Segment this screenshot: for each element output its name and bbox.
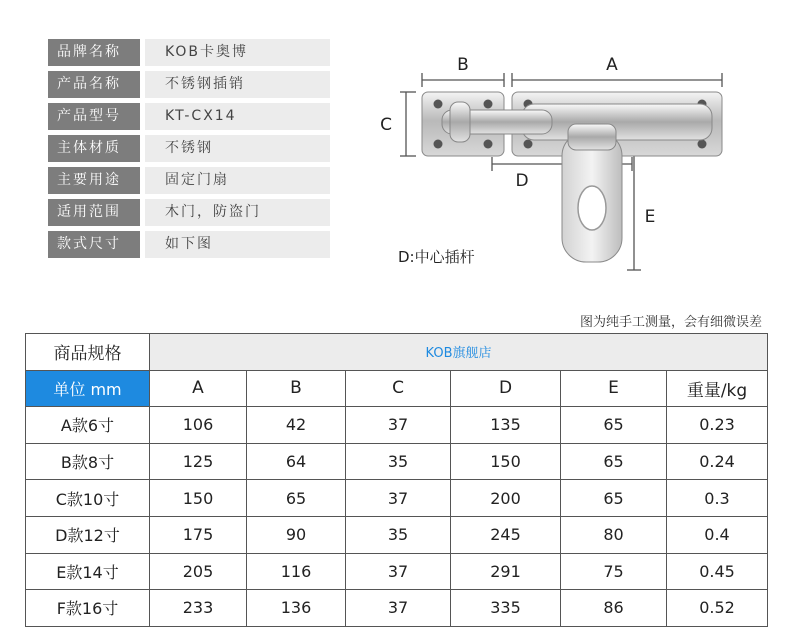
- spec-row-scope: [48, 199, 330, 226]
- table-cell: 106: [150, 407, 247, 444]
- dim-label-b: B: [457, 55, 469, 75]
- spec-label: 适用范围: [48, 199, 140, 226]
- table-cell: 80: [561, 516, 667, 553]
- column-header: 重量/kg: [667, 370, 768, 407]
- table-cell: 0.24: [667, 443, 768, 480]
- column-header: D: [451, 370, 561, 407]
- dim-label-e: E: [644, 207, 656, 227]
- row-name-cell: E款14寸: [26, 553, 150, 590]
- barrel-bolt-drawing: [372, 40, 772, 280]
- table-cell: 75: [561, 553, 667, 590]
- table-cell: 0.3: [667, 480, 768, 517]
- table-cell: 42: [247, 407, 346, 444]
- spec-label: 款式尺寸: [48, 231, 140, 258]
- row-name-cell: F款16寸: [26, 590, 150, 627]
- column-header: A: [150, 370, 247, 407]
- spec-row-usage: [48, 167, 330, 194]
- table-cell: 245: [451, 516, 561, 553]
- spec-list: [48, 39, 330, 263]
- table-cell: 86: [561, 590, 667, 627]
- spec-row-size: [48, 231, 330, 258]
- table-cell: 65: [247, 480, 346, 517]
- spec-row-product: [48, 71, 330, 98]
- table-row: [26, 553, 768, 590]
- dim-label-c: C: [380, 115, 392, 135]
- table-cell: 335: [451, 590, 561, 627]
- table-row: [26, 407, 768, 444]
- spec-value: 如下图: [145, 231, 330, 258]
- table-cell: 150: [150, 480, 247, 517]
- table-cell: 0.23: [667, 407, 768, 444]
- row-name-cell: A款6寸: [26, 407, 150, 444]
- keeper-loop: [450, 102, 470, 142]
- table-row: [26, 480, 768, 517]
- table-column-row: [26, 370, 768, 407]
- table-cell: 136: [247, 590, 346, 627]
- spec-row-brand: [48, 39, 330, 66]
- table-cell: 0.45: [667, 553, 768, 590]
- table-cell: 116: [247, 553, 346, 590]
- table-cell: 65: [561, 480, 667, 517]
- table-row: [26, 516, 768, 553]
- column-header: B: [247, 370, 346, 407]
- size-table: [25, 333, 768, 627]
- column-header: C: [346, 370, 451, 407]
- table-cell: 64: [247, 443, 346, 480]
- spec-row-model: [48, 103, 330, 130]
- table-cell: 35: [346, 516, 451, 553]
- spec-label: 产品型号: [48, 103, 140, 130]
- spec-value: KOB卡奥博: [145, 39, 330, 66]
- table-cell: 125: [150, 443, 247, 480]
- table-cell: 0.52: [667, 590, 768, 627]
- spec-label: 品牌名称: [48, 39, 140, 66]
- table-cell: 200: [451, 480, 561, 517]
- spec-value: 不锈钢插销: [145, 71, 330, 98]
- measurement-remark: 图为纯手工测量，会有细微误差: [579, 315, 762, 330]
- table-cell: 0.4: [667, 516, 768, 553]
- row-name-cell: C款10寸: [26, 480, 150, 517]
- table-cell: 37: [346, 590, 451, 627]
- spec-label: 主体材质: [48, 135, 140, 162]
- table-cell: 37: [346, 480, 451, 517]
- table-cell: 65: [561, 407, 667, 444]
- table-cell: 37: [346, 407, 451, 444]
- row-name-cell: B款8寸: [26, 443, 150, 480]
- table-cell: 205: [150, 553, 247, 590]
- spec-value: 不锈钢: [145, 135, 330, 162]
- spec-header-cell: 商品规格: [26, 334, 150, 371]
- spec-value: KT-CX14: [145, 103, 330, 130]
- spec-value: 木门，防盗门: [145, 199, 330, 226]
- table-cell: 90: [247, 516, 346, 553]
- spec-label: 主要用途: [48, 167, 140, 194]
- product-diagram: [372, 40, 772, 280]
- table-cell: 175: [150, 516, 247, 553]
- table-cell: 291: [451, 553, 561, 590]
- row-name-cell: D款12寸: [26, 516, 150, 553]
- column-header: E: [561, 370, 667, 407]
- table-cell: 37: [346, 553, 451, 590]
- table-cell: 35: [346, 443, 451, 480]
- spec-label: 产品名称: [48, 71, 140, 98]
- table-row: [26, 443, 768, 480]
- diagram-note: D:中心插杆: [398, 248, 475, 266]
- spec-value: 固定门扇: [145, 167, 330, 194]
- table-row: [26, 590, 768, 627]
- bolt-handle: [562, 124, 622, 262]
- dim-label-d: D: [515, 171, 529, 191]
- table-header-row: [26, 334, 768, 371]
- shop-name-cell: KOB旗舰店: [150, 334, 768, 371]
- table-cell: 135: [451, 407, 561, 444]
- table-cell: 233: [150, 590, 247, 627]
- spec-row-material: [48, 135, 330, 162]
- table-cell: 65: [561, 443, 667, 480]
- table-cell: 150: [451, 443, 561, 480]
- unit-cell: 单位 mm: [26, 370, 150, 407]
- dim-label-a: A: [606, 55, 618, 75]
